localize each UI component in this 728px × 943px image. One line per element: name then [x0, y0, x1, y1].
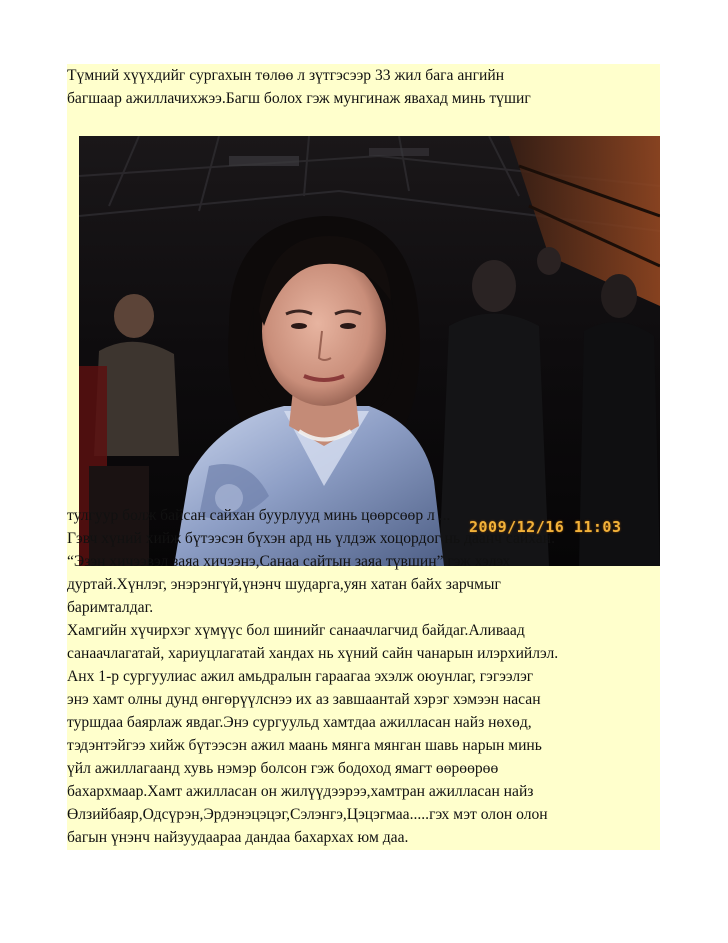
text-line: Өлзийбаяр,Одсүрэн,Эрдэнэцэцэг,Сэлэнгэ,Цэцэгмаа.....гэх мэт олон олон — [67, 806, 548, 823]
text-line: Гэвч хүний хийж бүтээсэн бүхэн ард нь үлдэж хоцордог нь даанч сайхан. — [67, 530, 556, 547]
text-line: баримталдаг. — [67, 599, 154, 616]
text-line: Түмний хүүхдийг сургахын төлөө л зүтгэсээр 33 жил бага ангийн — [67, 67, 505, 84]
highlighted-text-block — [67, 64, 660, 850]
text-line: багшаар ажиллачихжээ.Багш болох гэж мунгинаж явахад минь түшиг — [67, 90, 531, 107]
text-line: тэдэнтэйгээ хийж бүтээсэн ажил маань мянга мянган шавь нарын минь — [67, 737, 542, 754]
text-line: туршдаа баярлаж явдаг.Энэ сургуульд хамтдаа ажилласан найз нөхөд, — [67, 714, 532, 731]
text-line: үйл ажиллагаанд хувь нэмэр болсон гэж бодоход ямагт өөрөөрөө — [67, 760, 499, 777]
text-line: энэ хамт олны дунд өнгөрүүлснээ их аз завшаантай хэрэг хэмээн насан — [67, 691, 541, 708]
text-line: тулгуур болж байсан сайхан буурлууд минь цөөрсөөр л ... — [67, 507, 451, 524]
text-line: Анх 1-р сургуулиас ажил амьдралын гараагаа эхэлж оюунлаг, гэгээлэг — [67, 668, 534, 685]
photo-date-stamp: 2009/12/16 11:03 — [469, 518, 622, 536]
text-line: “Эзэн хичээвэл заяа хичээнэ,Санаа сайтын заяа түвшин” гэж хэлэх — [67, 553, 511, 570]
text-line: бахархмаар.Хамт ажилласан он жилүүдээрээ,хамтран ажилласан найз — [67, 783, 534, 800]
text-line: багын үнэнч найзуудаараа дандаа бахархах юм даа. — [67, 829, 409, 846]
text-line: дуртай.Хүнлэг, энэрэнгүй,үнэнч шударга,уян хатан байх зарчмыг — [67, 576, 501, 593]
photo-image — [79, 136, 660, 566]
text-line: санаачлагатай, хариуцлагатай хандах нь хүний сайн чанарын илэрхийлэл. — [67, 645, 559, 662]
text-line: Хамгийн хүчирхэг хүмүүс бол шинийг санаачлагчид байдаг.Аливаад — [67, 622, 525, 639]
portrait-photo — [79, 136, 660, 566]
